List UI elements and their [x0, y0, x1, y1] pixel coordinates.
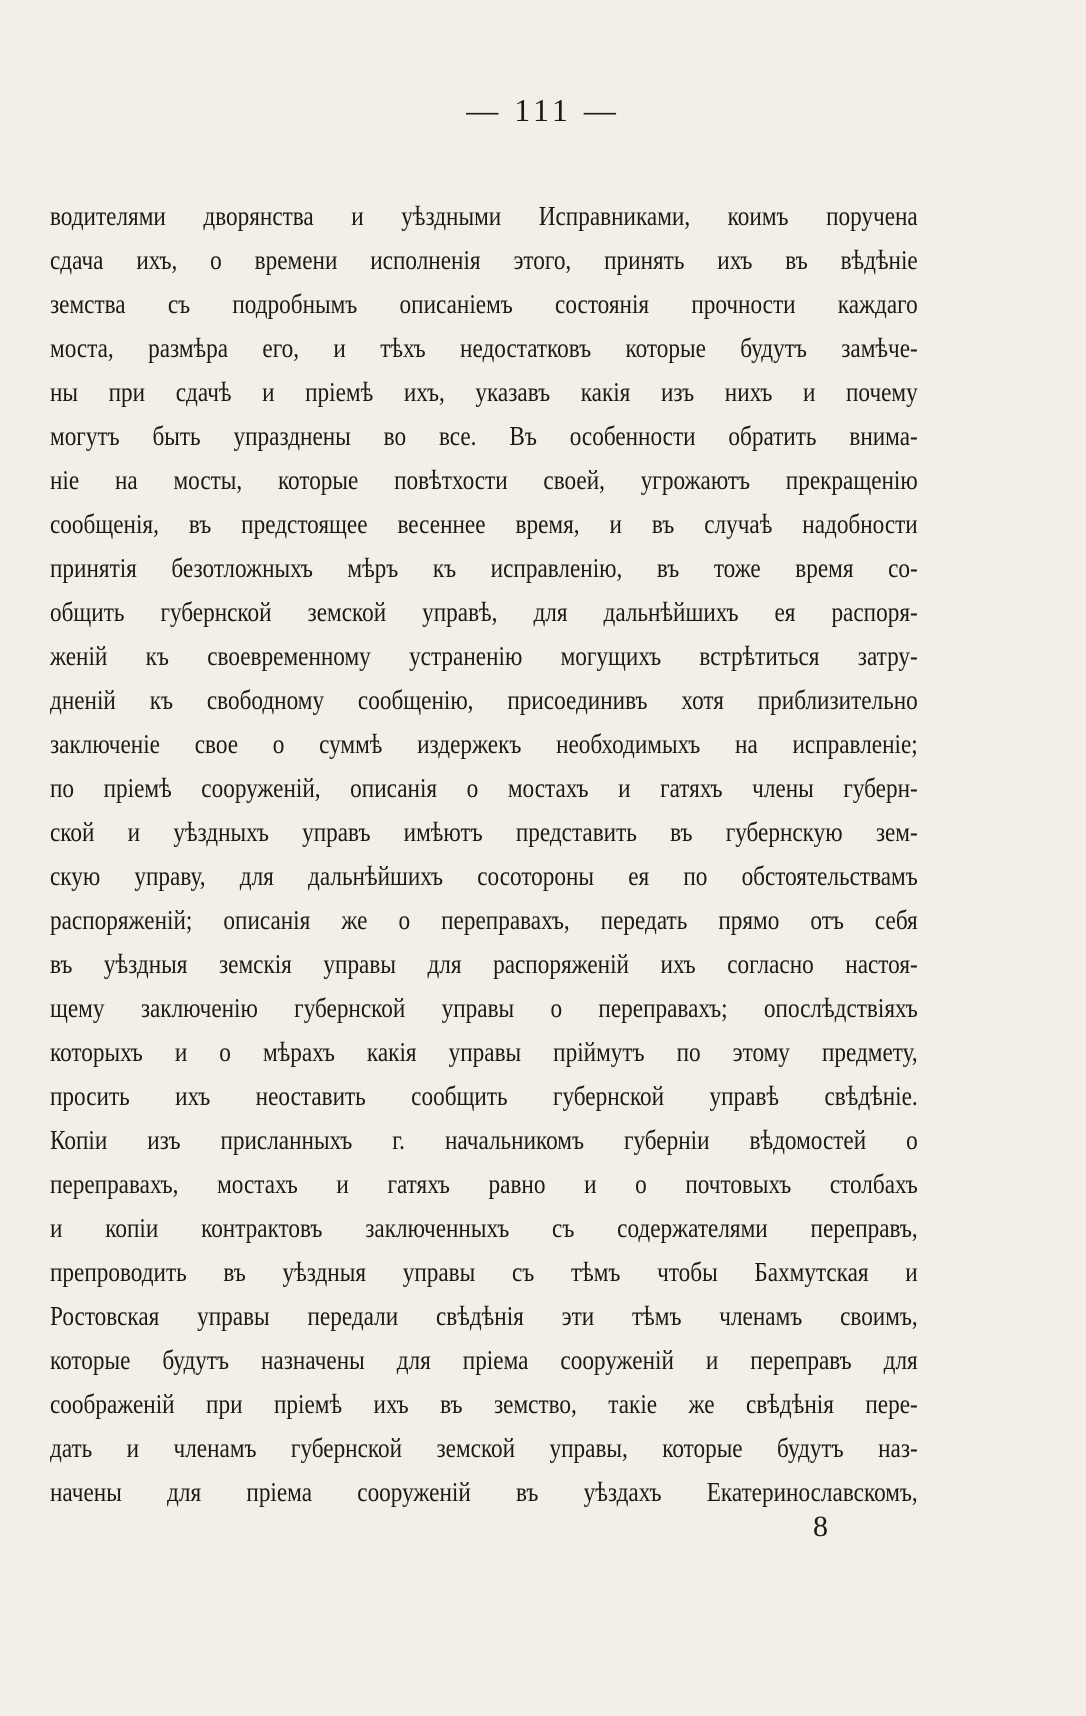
text-line: и копіи контрактовъ заключенныхъ съ содержателями переправъ, — [50, 1213, 918, 1243]
text-line: препроводить въ уѣздныя управы съ тѣмъ чтобы Бахмутская и — [50, 1257, 918, 1287]
text-line: сообщенія, въ предстоящее весеннее время, и въ случаѣ надобности — [50, 509, 918, 539]
text-line: которыхъ и о мѣрахъ какія управы пріймутъ по этому предмету, — [50, 1037, 918, 1067]
text-line: щему заключенію губернской управы о переправахъ; опослѣдствіяхъ — [50, 993, 918, 1023]
text-line: переправахъ, мостахъ и гатяхъ равно и о почтовыхъ столбахъ — [50, 1169, 918, 1199]
text-line: женій къ своевременному устраненію могущихъ встрѣтиться затру- — [50, 641, 918, 671]
text-line: распоряженій; описанія же о переправахъ, передать прямо отъ себя — [50, 905, 918, 935]
text-line: просить ихъ неоставить сообщить губернской управѣ свѣдѣніе. — [50, 1081, 918, 1111]
signature-mark: 8 — [813, 1510, 828, 1543]
text-line: начены для пріема сооруженій въ уѣздахъ Екатеринославскомъ, — [50, 1477, 918, 1507]
text-line: общить губернской земской управѣ, для дальнѣйшихъ ея распоря- — [50, 597, 918, 627]
text-line: водителями дворянства и уѣздными Исправниками, коимъ поручена — [50, 201, 918, 231]
page-number: — 111 — — [466, 92, 620, 128]
text-line: въ уѣздныя земскія управы для распоряженій ихъ согласно настоя- — [50, 949, 918, 979]
text-line: скую управу, для дальнѣйшихъ сосотороны ея по обстоятельствамъ — [50, 861, 918, 891]
text-line: ны при сдачѣ и пріемѣ ихъ, указавъ какія изъ нихъ и почему — [50, 377, 918, 407]
text-line: Ростовская управы передали свѣдѣнія эти тѣмъ членамъ своимъ, — [50, 1301, 918, 1331]
text-line: дать и членамъ губернской земской управы, которые будутъ наз- — [50, 1433, 918, 1463]
text-line: сдача ихъ, о времени исполненія этого, принять ихъ въ вѣдѣніе — [50, 245, 918, 275]
text-line: дненій къ свободному сообщенію, присоединивъ хотя приблизительно — [50, 685, 918, 715]
text-line: ской и уѣздныхъ управъ имѣютъ представить въ губернскую зем- — [50, 817, 918, 847]
text-line: заключеніе свое о суммѣ издержекъ необходимыхъ на исправленіе; — [50, 729, 918, 759]
text-line: могутъ быть упразднены во все. Въ особенности обратить внима- — [50, 421, 918, 451]
text-line: ніе на мосты, которые повѣтхости своей, угрожаютъ прекращенію — [50, 465, 918, 495]
text-line: соображеній при пріемѣ ихъ въ земство, такіе же свѣдѣнія пере- — [50, 1389, 918, 1419]
text-line: Копіи изъ присланныхъ г. начальникомъ губерніи вѣдомостей о — [50, 1125, 918, 1155]
text-line: принятія безотложныхъ мѣръ къ исправленію, въ тоже время со- — [50, 553, 918, 583]
body-text — [50, 194, 918, 1514]
text-line: по пріемѣ сооруженій, описанія о мостахъ и гатяхъ члены губерн- — [50, 773, 918, 803]
text-line: земства съ подробнымъ описаніемъ состоянія прочности каждаго — [50, 289, 918, 319]
text-line: моста, размѣра его, и тѣхъ недостатковъ которые будутъ замѣче- — [50, 333, 918, 363]
text-line: которые будутъ назначены для пріема сооруженій и переправъ для — [50, 1345, 918, 1375]
